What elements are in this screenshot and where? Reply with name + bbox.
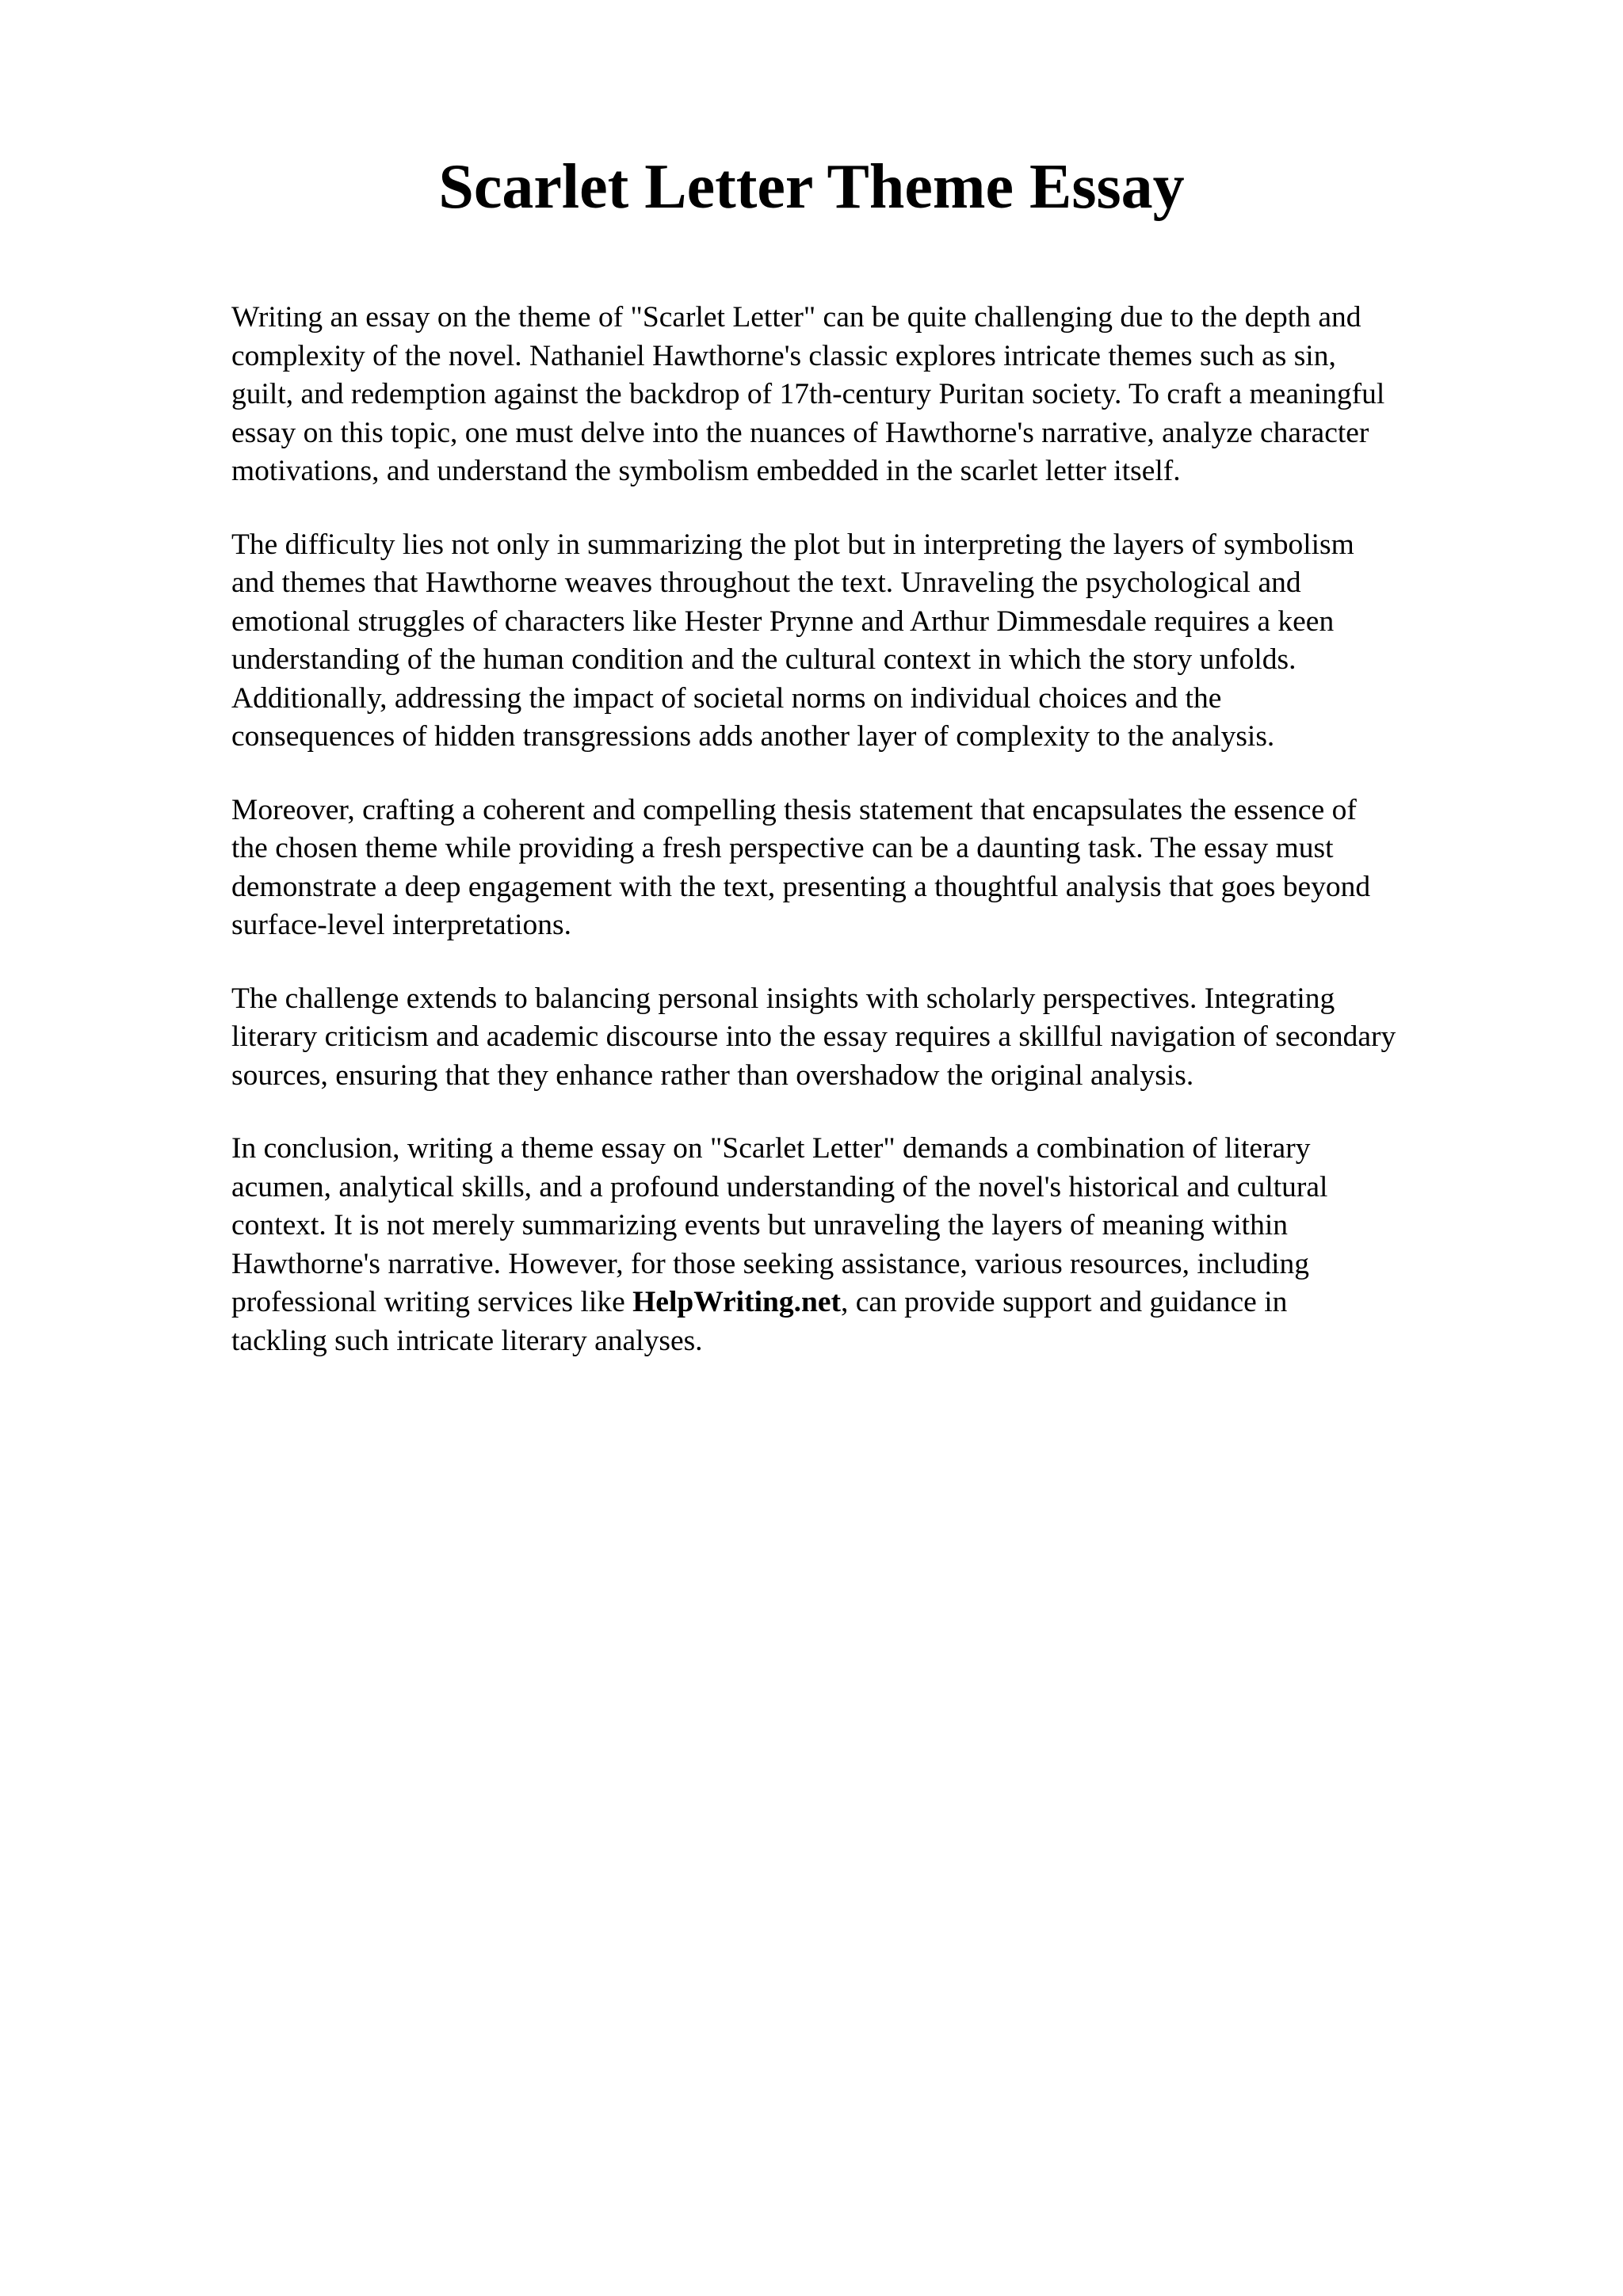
paragraph-thesis: Moreover, crafting a coherent and compelling thesis statement that encapsulates the essence of the chosen theme while providing a fresh perspective can be a daunting task. The essay must demonstrate a deep engagement with the text, presenting a thoughtful analysis that goes beyond surface-level interpretations. xyxy=(231,793,1371,941)
helpwriting-link[interactable]: HelpWriting.net xyxy=(632,1286,841,1318)
paragraph-intro: Writing an essay on the theme of "Scarlet Letter" can be quite challenging due to the depth and complexity of the novel. Nathaniel Hawthorne's classic explores intricate themes such as sin, guilt, and redemption against the backdrop of 17th-century Puritan society. To craft a meaningful essay on this topic, one must delve into the nuances of Hawthorne's narrative, analyze character motivations, and understand the symbolism embedded in the scarlet letter itself. xyxy=(231,301,1385,487)
conclusion-text-after-link: , can provide support and guidance in tackling such intricate literary analyses. xyxy=(231,1286,1288,1357)
paragraph-difficulty: The difficulty lies not only in summarizing the plot but in interpreting the layers of symbolism and themes that Hawthorne weaves throughout the text. Unraveling the psychological and emotional struggles of characters like Hester Prynne and Arthur Dimmesdale requires a keen understanding of the human condition and the cultural context in which the story unfolds. Additionally, addressing the impact of societal norms on individual choices and the consequences of hidden transgressions adds another layer of complexity to the analysis. xyxy=(231,528,1354,753)
document-body xyxy=(231,299,1531,1395)
paragraph-challenge: The challenge extends to balancing personal insights with scholarly perspectives. Integrating literary criticism and academic discourse into the essay requires a skillful navigation of secondary sources, ensuring that they enhance rather than overshadow the original analysis. xyxy=(231,982,1396,1092)
document-title: Scarlet Letter Theme Essay xyxy=(438,152,1185,222)
paragraph-conclusion xyxy=(231,1130,1531,1360)
conclusion-text-before-link: In conclusion, writing a theme essay on "Scarlet Letter" demands a combination of literary acumen, analytical skills, and a profound understanding of the novel's historical and cultural context. It is not merely summarizing events but unraveling the layers of meaning within Hawthorne's narrative. However, for those seeking assistance, various resources, including professional writing services like xyxy=(231,1132,1328,1318)
